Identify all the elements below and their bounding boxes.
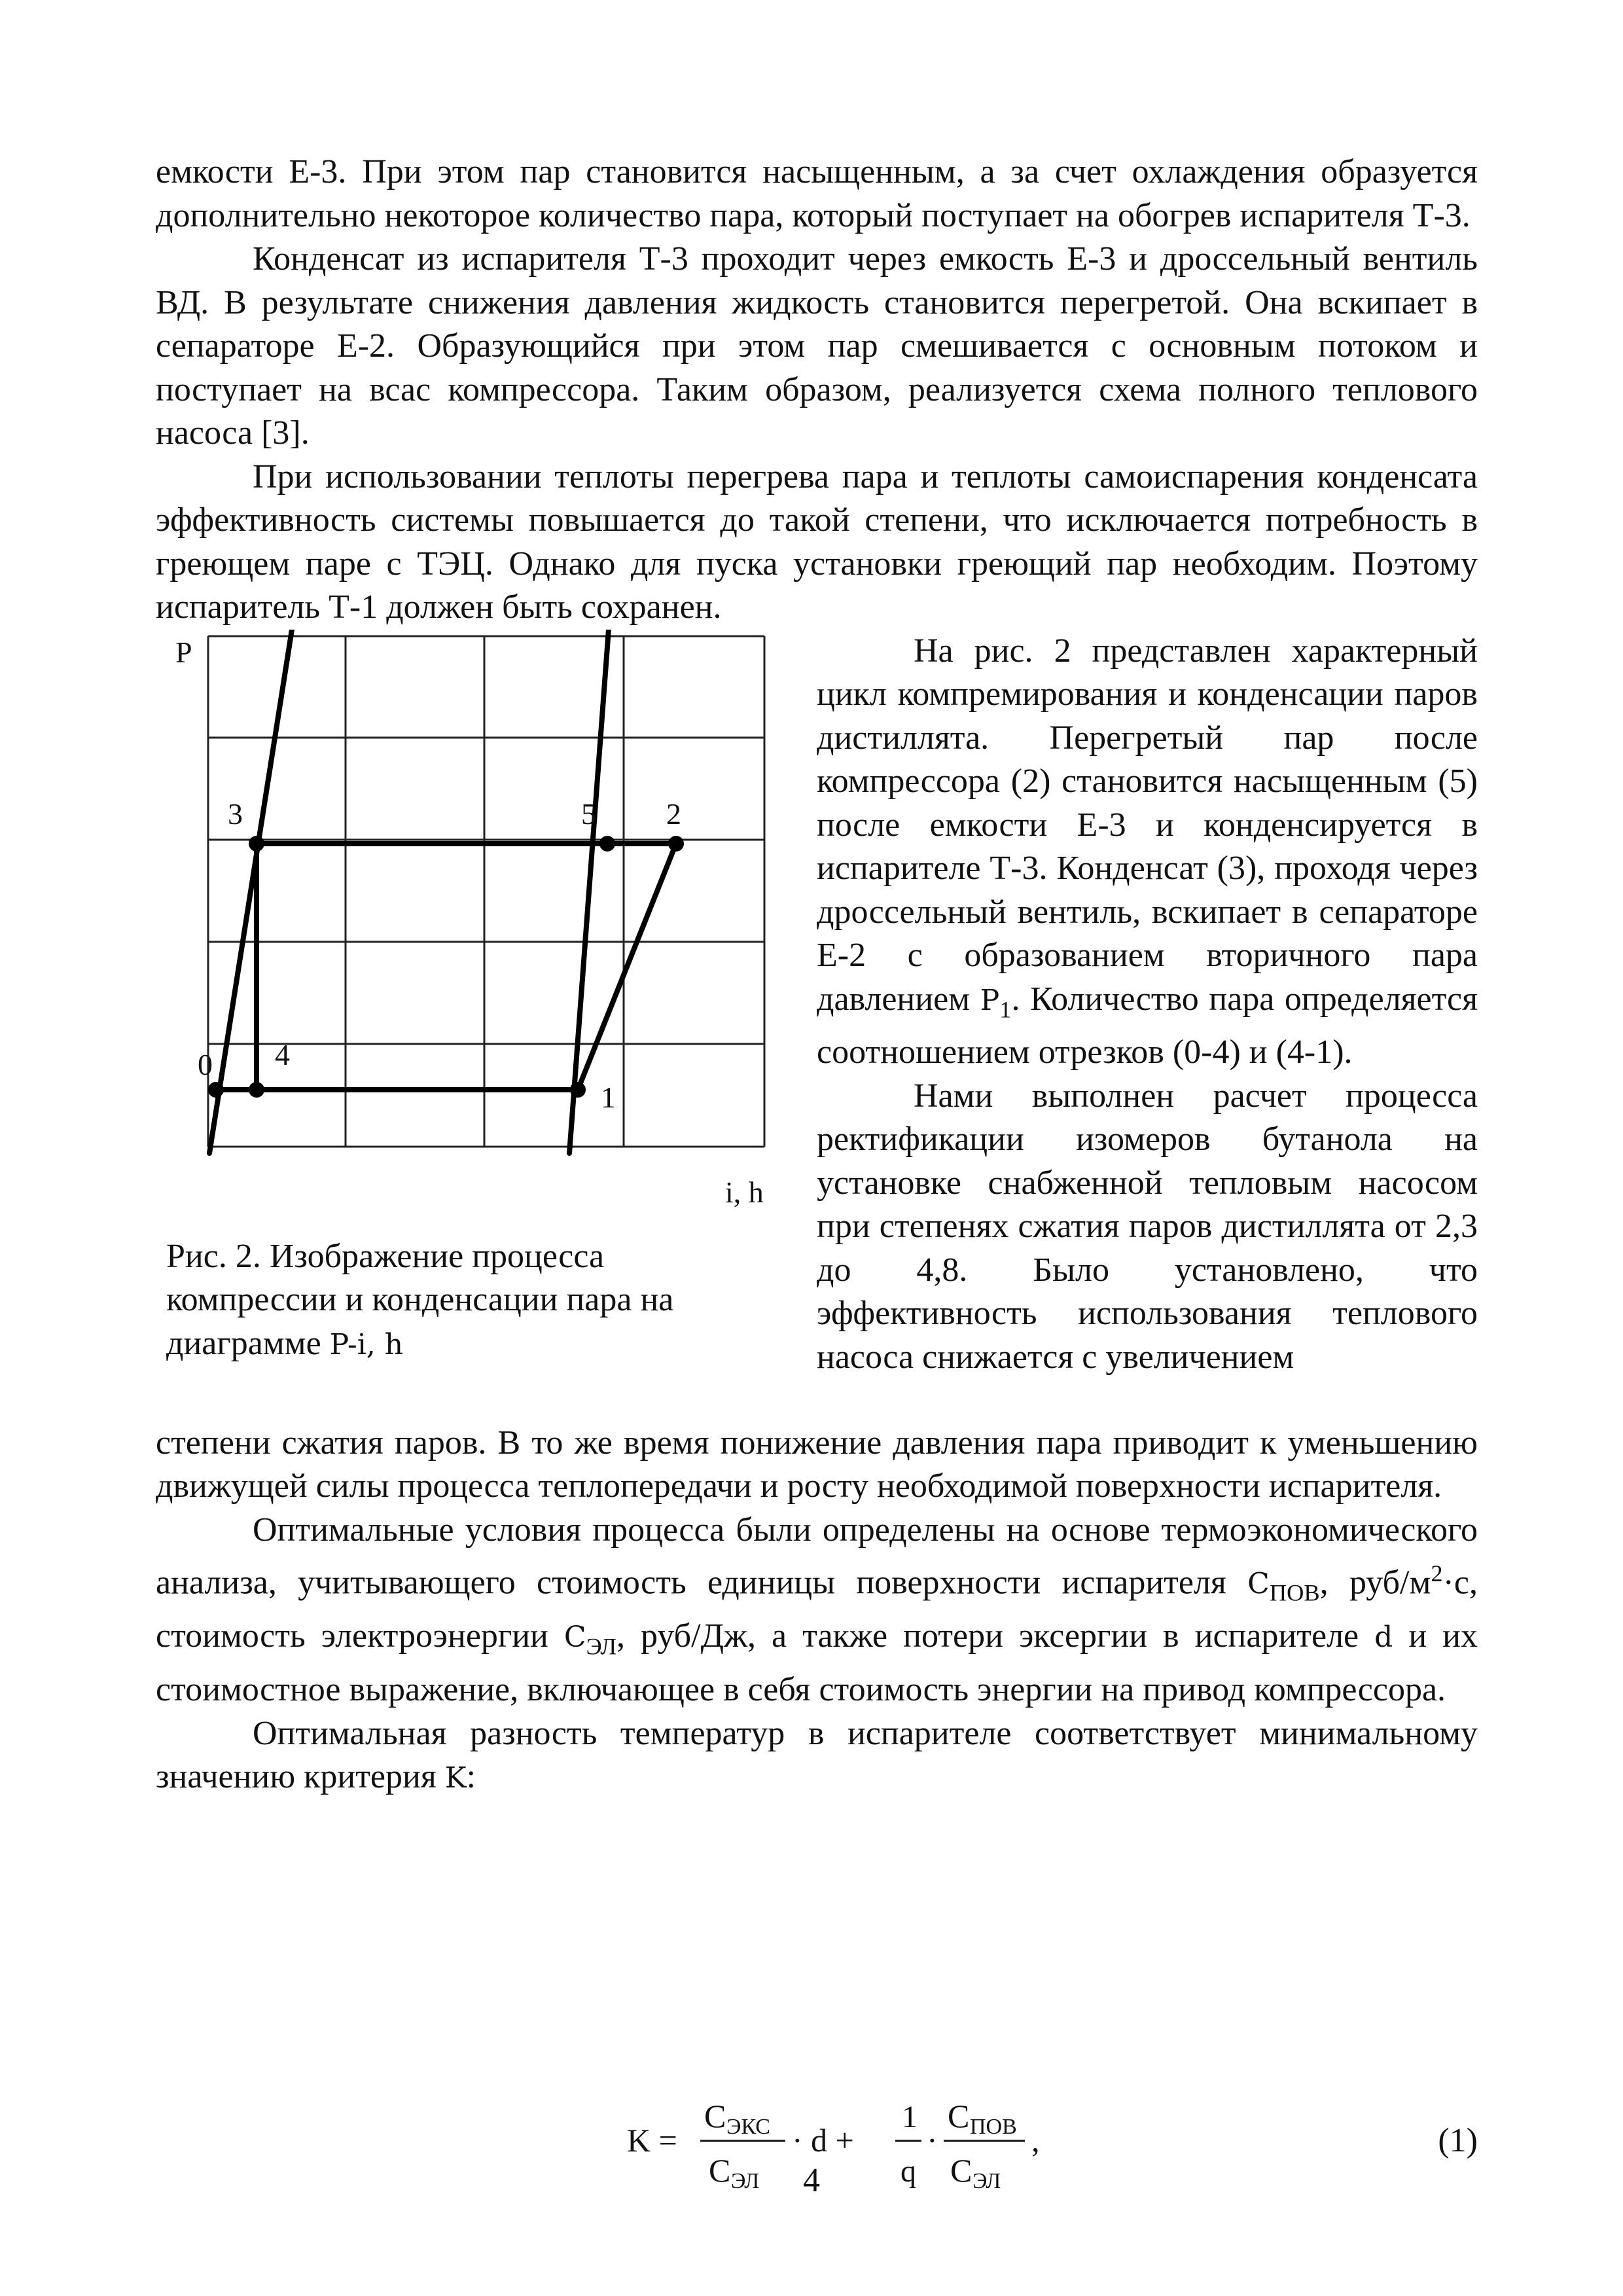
label-5: 5 <box>581 797 596 831</box>
figure-caption <box>166 1235 781 1367</box>
figure-2 <box>156 630 784 1235</box>
segment-2-1 <box>578 844 676 1090</box>
side-text <box>817 630 1478 1380</box>
paragraph-1: емкости Е-3. При этом пар становится насыщенным, а за счет охлаждения образуется дополнительно некоторое количество пара, который поступает на обогрев испарителя Т-3. <box>156 153 1478 234</box>
point-2 <box>668 836 684 852</box>
opt-part-2: : <box>466 1758 476 1796</box>
vapor-saturation-line <box>569 630 609 1153</box>
formula-num2: 1 <box>902 2100 918 2134</box>
c-pov-subscript: ПОВ <box>1269 1579 1320 1606</box>
c-el-symbol: C <box>563 1621 586 1655</box>
formula-num3-sub: ПОВ <box>970 2115 1017 2139</box>
k-symbol: K <box>444 1761 467 1795</box>
side-paragraph-1 <box>817 630 1478 1075</box>
d-symbol: d <box>1374 1621 1393 1655</box>
costs-superscript: 2 <box>1431 1560 1443 1587</box>
liquid-saturation-line <box>209 630 292 1153</box>
formula <box>627 2078 1164 2222</box>
costs-part-5: и их стоимостное выражение, включающее в себя стоимость энергии на привод компрессора. <box>156 1617 1478 1709</box>
label-2: 2 <box>666 797 681 831</box>
equation-1 <box>156 2078 1478 2235</box>
side-p1-after: . Количество пара определяется соотношением отрезков (0-4) и (4-1). <box>817 980 1478 1071</box>
page-number: 4 <box>803 2162 820 2199</box>
formula-den3: C <box>950 2152 972 2189</box>
formula-mid: · d + <box>792 2122 854 2159</box>
c-pov-symbol: C <box>1247 1567 1270 1601</box>
p1-symbol: P <box>980 983 1000 1017</box>
point-4 <box>249 1082 264 1098</box>
point-3 <box>249 836 264 852</box>
label-3: 3 <box>228 797 243 831</box>
formula-lhs: K = <box>627 2122 677 2159</box>
paragraph-2: Конденсат из испарителя Т-3 проходит через емкость Е-3 и дроссельный вентиль ВД. В результате снижения давления жидкость становится перегретой. Она вскипает в сепараторе Е-2. Образующийся при этом пар смешивается с основным потоком и поступает на всас компрессора. Таким образом, реализуется схема полного теплового насоса [3]. <box>156 240 1478 452</box>
formula-num1-sub: ЭКС <box>726 2115 770 2139</box>
page-body <box>156 151 1478 2193</box>
formula-dot2: · <box>927 2122 938 2159</box>
p1-subscript: 1 <box>999 996 1012 1022</box>
c-el-subscript: ЭЛ <box>586 1633 617 1660</box>
axis-y-label: P <box>175 635 192 669</box>
p-i-diagram <box>156 630 784 1232</box>
costs-part-1: Оптимальные условия процесса были определены на основе термоэкономического анализа, учитывающего стоимость единицы поверхности испарителя <box>156 1511 1478 1602</box>
opt-part-1: Оптимальная разность температур в испарителе соответствует минимальному значению критерия <box>156 1714 1478 1796</box>
label-1: 1 <box>601 1080 616 1114</box>
paragraph-costs <box>156 1509 1478 1712</box>
caption-text: Рис. 2. Изображение процесса компрессии и конденсации пара на диаграмме <box>166 1237 674 1362</box>
paragraph-optimal <box>156 1712 1478 1801</box>
formula-num1: C <box>704 2098 726 2134</box>
formula-den1: C <box>709 2152 731 2189</box>
formula-den3-sub: ЭЛ <box>972 2169 1001 2193</box>
paragraph-continuation: степени сжатия паров. В то же время понижение давления пара приводит к уменьшению движущей силы процесса теплопередачи и росту необходимой поверхности испарителя. <box>156 1424 1478 1505</box>
formula-num3: C <box>948 2098 970 2134</box>
formula-den1-sub: ЭЛ <box>731 2169 760 2193</box>
axis-x-label: i, h <box>725 1175 764 1209</box>
point-1 <box>570 1082 586 1098</box>
point-5 <box>599 836 615 852</box>
side-p1-before: На рис. 2 представлен характерный цикл компремирования и конденсации паров дистиллята. Перегретый пар после компрессора (2) становится насыщенным (5) после емкости Е-3 и конденсируется в испарителе Т-3. Конденсат (3), проходя через дроссельный вентиль, вскипает в сепараторе Е-2 с образованием вторичного пара давлением <box>817 632 1478 1018</box>
formula-den2: q <box>901 2154 916 2189</box>
point-0 <box>208 1082 224 1098</box>
caption-symbol: P-i, h <box>329 1327 404 1361</box>
formula-tail: , <box>1031 2122 1040 2159</box>
label-4: 4 <box>275 1037 290 1071</box>
costs-part-3: ·с, стоимость электроэнергии <box>156 1564 1478 1655</box>
equation-number: (1) <box>1438 2122 1478 2159</box>
costs-part-2: , руб/м <box>1319 1564 1431 1602</box>
label-0: 0 <box>198 1047 213 1081</box>
diagram-grid <box>208 636 764 1147</box>
side-paragraph-2: Нами выполнен расчет процесса ректификации изомеров бутанола на установке снабженной тепловым насосом при степенях сжатия паров дистиллята от 2,3 до 4,8. Было установлено, что эффективность использования теплового насоса снижается с увеличением <box>817 1077 1478 1376</box>
figure-block <box>156 630 1478 1422</box>
costs-part-4: , руб/Дж, а также потери эксергии в испарителе <box>616 1617 1375 1655</box>
paragraph-3: При использовании теплоты перегрева пара и теплоты самоиспарения конденсата эффективность системы повышается до такой степени, что исключается потребность в греющем паре с ТЭЦ. Однако для пуска установки греющий пар необходим. Поэтому испаритель Т-1 должен быть сохранен. <box>156 457 1478 626</box>
